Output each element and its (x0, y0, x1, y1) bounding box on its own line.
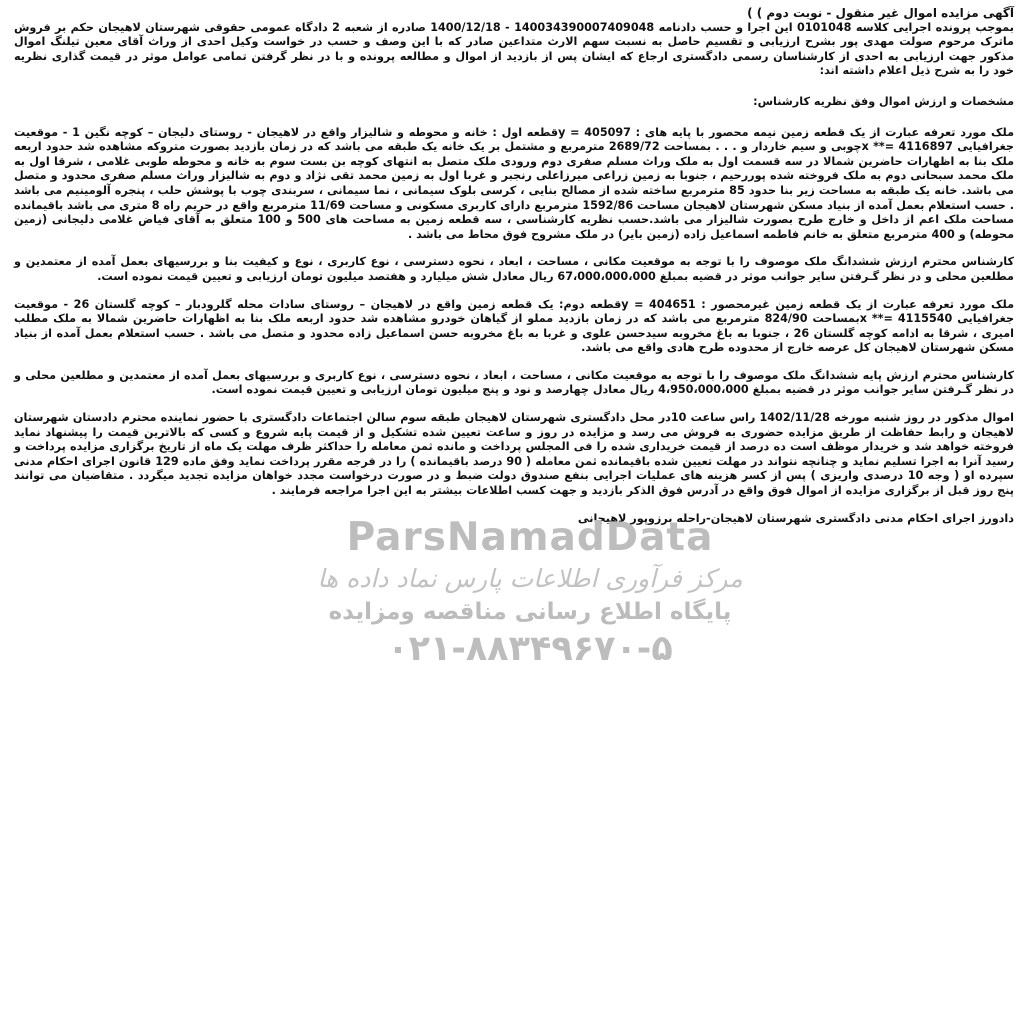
auction-terms: اموال مذکور در روز شنبه مورخه 1402/11/28 راس ساعت 10در محل دادگستری شهرستان لاهیجان طبقه سوم سالن اجتماعات دادگستری با حضور نماینده محترم دادستان شهرستان لاهیجان و رابط حفاظت از طریق مزایده حضوری به فروش می رسد و مزایده در روز و ساعت تعیین شده تشکیل و از قیمت پایه شروع و کسی که بالاترین قیمت را پیشنهاد نماید فروخته خواهد شد و خریدار موظف است ده درصد از قیمت خریداری شده را فی المجلس پرداخت و مانده ثمن معامله را حداکثر ظرف مهلت یک ماه از تاریخ برگزاری مزایده پرداخت و رسید آنرا به اجرا تسلیم نماید و چنانچه نتواند در مهلت تعیین شده باقیمانده ثمن معامله ( 90 درصد باقیمانده ) را در فرجه مقرر پرداخت نماید وفق ماده 129 قانون اجرای احکام مدنی سپرده او ( وجه 10 درصدی واریزی ) پس از کسر هزینه های عملیات اجرایی بنفع صندوق دولت ضبط و در صورت درخواست مجدد خواهان مزایده تجدید میگردد . متقاضیان می توانند پنج روز قبل از برگزاری مزایده از اموال فوق واقع در آدرس فوق الذکر بازدید و جهت کسب اطلاعات بیشتر به این اجرا مراجعه فرمایند . (14, 411, 1015, 498)
item2-description: ملک مورد تعرفه عبارت از یک قطعه زمین غیرمحصور : 404651 = yقطعه دوم: یک قطعه زمین واقع در لاهیجان – روستای سادات محله گلرودبار – کوچه گلستان 26 - موقعیت جغرافیایی 4115540 =** xبمساحت 824/90 مترمربع می باشد که در زمان بازدید مملو از گیاهان خودرو مشاهده شد حدود اربعه ملک بنا به اظهارات حاضرین شمالا به ملک مطلب امیری ، شرقا به ادامه کوچه گلستان 26 ، جنوبا به باغ مخروبه سیدحسن علوی و غربا به باغ مخروبه حسن اسماعیل زاده محدود و متصل می باشد . حسب استعلام بعمل آمده از بنیاد مسکن شهرستان لاهیجان کل عرصه خارج از محدوده طرح هادی واقع می باشد. (14, 297, 1015, 355)
item1-description: ملک مورد تعرفه عبارت از یک قطعه زمین نیمه محصور با پایه های : 405097 = yقطعه اول : خانه و محوطه و شالیزار واقع در لاهیجان - روستای دلیجان – کوچه نگین 1 - موقعیت جغرافیایی 4116897 =** xچوبی و سیم خاردار و . . . بمساحت 2689/72 مترمربع و مشتمل بر یک خانه یک طبقه می باشد که در زمان بازدید بصورت متروکه مشاهده شد حدود اربعه ملک بنا به اظهارات حاضرین شمالا در سه قسمت اول به ملک وراث مسلم صفری دوم ورودی ملک متصل به انتهای کوچه بن بست سوم به خانه و محوطه طوبی غلامی ، شرقا اول به ملک محمد سبحانی دوم به ملک فروخته شده پوررحیم ، جنوبا به زمین زراعی میرزاعلی رنجبر و غربا اول به زمین محمد تقی نژاد و دوم به شالیزار وراث مسلم صفری محدود و متصل می باشد. خانه یک طبقه به مساحت زیر بنا حدود 85 مترمربع ساخته شده از مصالح بنایی ، کرسی بلوک سیمانی ، نما سیمانی ، سربندی چوب با پوشش حلب ، پنجره آلومینیم می باشد . حسب استعلام بعمل آمده از بنیاد مسکن شهرستان لاهیجان مساحت 1592/86 مترمربع دارای کاربری مسکونی و مساحت 11/69 مترمربع واقع در حریم راه 8 متری می باشد باقیمانده مساحت ملک اعم از داخل و خارج طرح بصورت شالیزار می باشد.حسب نظریه کارشناسی ، سه قطعه زمین به مساحت های 500 و 100 متعلق به آقای فیاض غلامی دلیجانی (زمین محوطه) و 400 مترمربع متعلق به خانم فاطمه اسماعیل زاده (زمین بایر) در ملک مشروح فوق محاط می باشد . (14, 125, 1015, 241)
watermark-line2: پایگاه اطلاع رسانی مناقصه ومزایده (328, 599, 732, 625)
auction-notice (14, 6, 1014, 526)
item2-valuation: کارشناس محترم ارزش پایه ششدانگ ملک موصوف را با توجه به موقعیت مکانی ، مساحت ، ابعاد ، نحوه دسترسی ، نوع کاربری و بررسیهای بعمل آمده از معتمدین و مطلعین محلی و در نظر گـرفتن سایر جوانب موثر در قضیه بمبلغ 4،950،000،000 ریال معادل چهارصد و نود و پنج میلیون تومان ارزیابی و تعیین قیمت نموده است. (14, 368, 1014, 397)
item1-valuation: کارشناس محترم ارزش ششدانگ ملک موصوف را با توجه به موقعیت مکانی ، مساحت ، ابعاد ، نحوه دسترسی ، نوع کاربری ، نوع و کیفیت بنا و بررسیهای بعمل آمده از معتمدین و مطلعین محلی و در نظر گـرفتن سایر جوانب موثر در قضیه بمبلغ 67،000،000،000 ریال معادل شش میلیارد و هفتصد میلیون تومان ارزیابی و تعیین قیمت نموده است. (14, 255, 1014, 283)
watermark-brand: ParsNamadData (346, 515, 714, 560)
section-heading: مشخصات و ارزش اموال وفق نظریه کارشناس: (753, 94, 1014, 108)
watermark-line1: مرکز فرآوری اطلاعات پارس نماد داده ها (317, 564, 743, 593)
watermark (250, 515, 810, 669)
notice-title: آگهی مزایده اموال غیر منقول - نوبت دوم ) ) (747, 6, 1014, 20)
watermark-phone: ۰۲۱-۸۸۳۴۹۶۷۰-۵ (387, 629, 673, 669)
signature-line: دادورز اجرای احکام مدنی دادگستری شهرستان لاهیجان-راحله برزوپور لاهیجانی (577, 511, 1014, 525)
intro-paragraph: بموجب پرونده اجرایی کلاسه 0101048 این اجرا و حسب دادنامه 140034390007409048 - 1400/12/18 صادره از شعبه 2 دادگاه عمومی حقوقی شهرستان لاهیجان حکم بر فروش ماترک مرحوم صولت مهدی پور بشرح ارزیابی و تقسیم حاصل به نسبت سهم الارث متداعین صادر که با این وصف و حسب در خواست وکیل احدی از وراث آقای معین تیلنگ اموال مذکور جهت ارزیابی به احدی از کارشناسان رسمی دادگستری ارجاع که ایشان پس از بازدید از اموال و مطالعه پرونده و با در نظر گرفتن تمامی عوامل موثر در قیمت گذاری نظریه خود را به شرح ذیل اعلام داشته اند: (14, 20, 1014, 78)
